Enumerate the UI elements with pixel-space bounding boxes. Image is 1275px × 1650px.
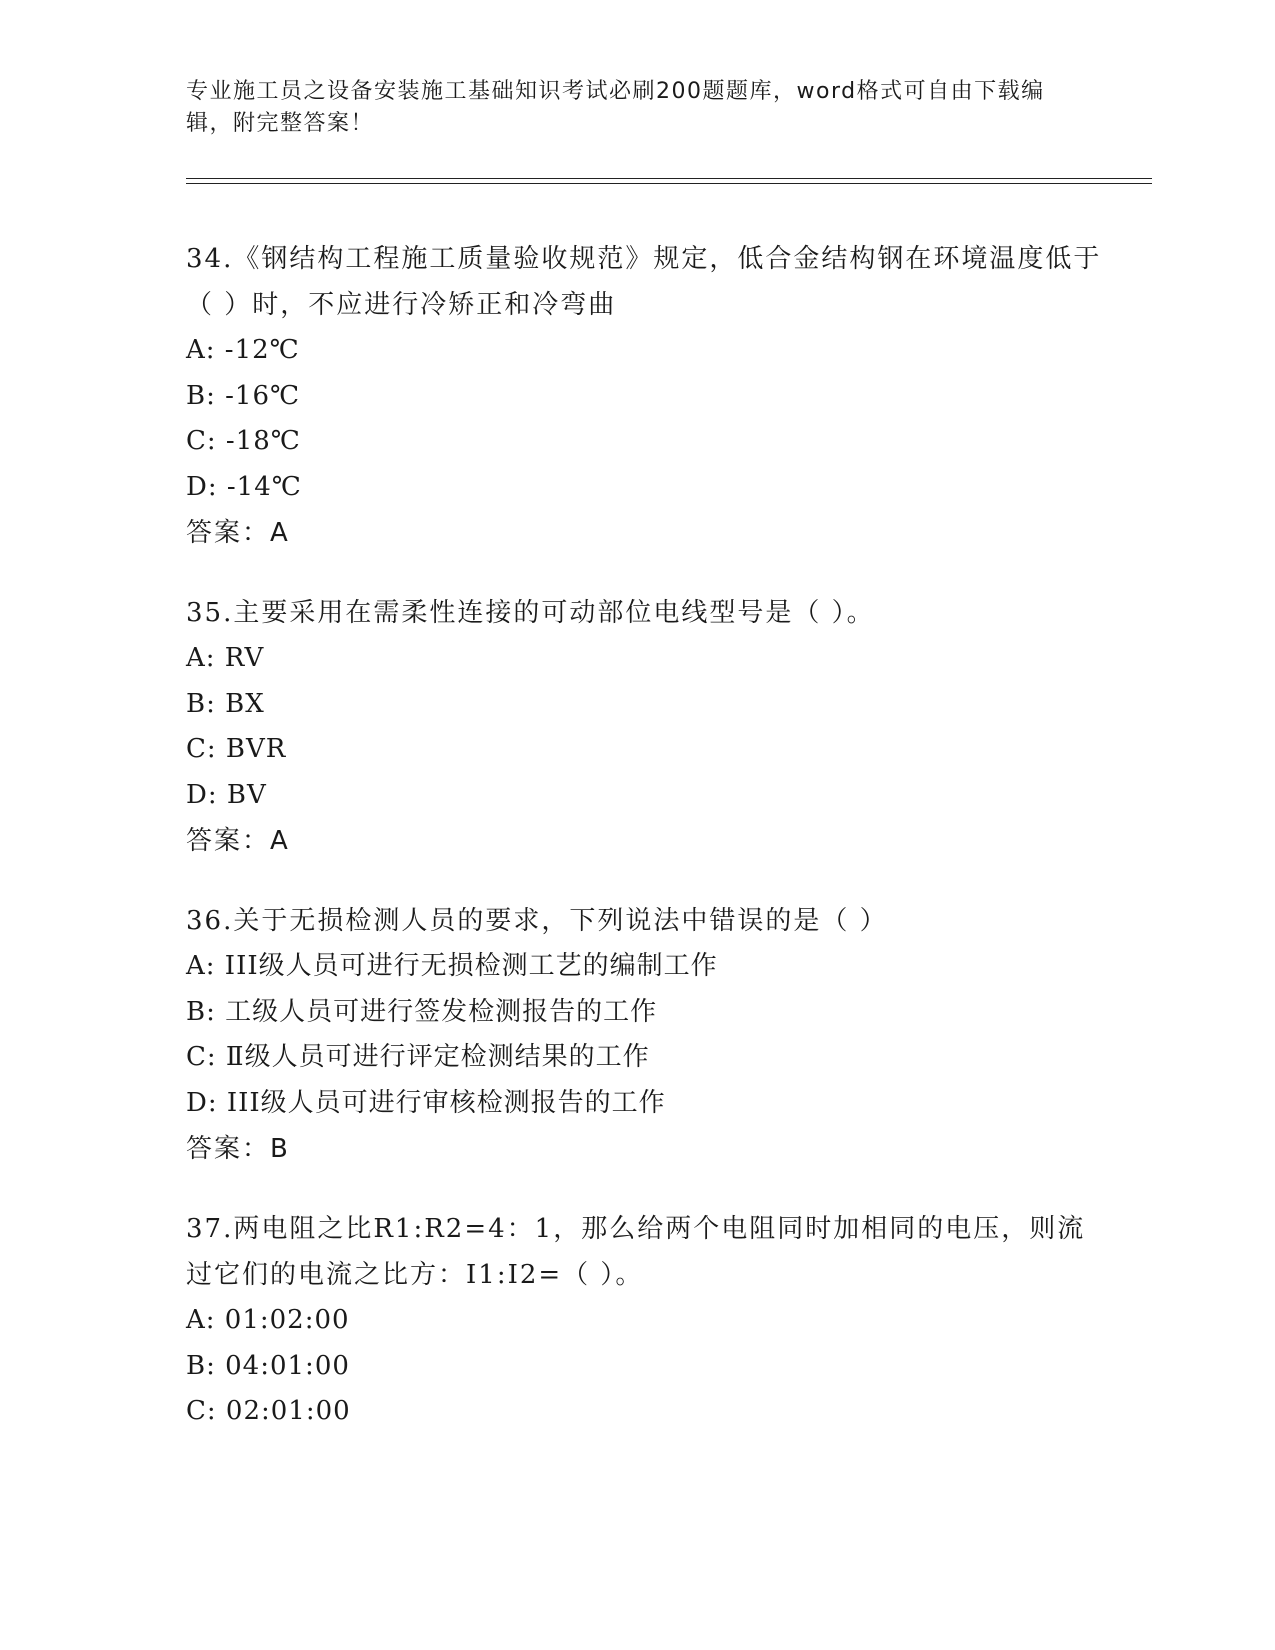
question-list bbox=[186, 236, 1106, 1469]
answer-line: 答案：A bbox=[186, 518, 290, 548]
answer-line: 答案：B bbox=[186, 1134, 290, 1164]
question-stem: 35.主要采用在需柔性连接的可动部位电线型号是（ ）。 bbox=[186, 598, 875, 628]
option-a: A: 01:02:00 bbox=[186, 1305, 350, 1335]
option-c: C: -18℃ bbox=[186, 426, 301, 456]
option-c: C: 02:01:00 bbox=[186, 1396, 351, 1426]
question-36 bbox=[186, 898, 1106, 1172]
header-divider-top bbox=[186, 178, 1152, 179]
question-stem: 34.《钢结构工程施工质量验收规范》规定，低合金结构钢在环境温度低于（ ）时，不应进行冷矫正和冷弯曲 bbox=[186, 244, 1102, 320]
option-d: D: -14℃ bbox=[186, 471, 302, 502]
option-a: A: -12℃ bbox=[186, 335, 300, 365]
question-35 bbox=[186, 590, 1106, 864]
option-a: A: RV bbox=[186, 643, 265, 673]
option-b: B: BX bbox=[186, 688, 265, 719]
question-stem: 36.关于无损检测人员的要求，下列说法中错误的是（ ） bbox=[186, 906, 888, 936]
document-header-title: 专业施工员之设备安装施工基础知识考试必刷200题题库，word格式可自由下载编辑，附完整答案！ bbox=[186, 79, 1045, 136]
option-c: C: BVR bbox=[186, 734, 287, 764]
option-b: B: 工级人员可进行签发检测报告的工作 bbox=[186, 996, 658, 1027]
question-stem: 37.两电阻之比R1:R2=4：1，那么给两个电阻同时加相同的电压，则流过它们的电流之比方：I1:I2=（ ）。 bbox=[186, 1214, 1086, 1290]
option-b: B: -16℃ bbox=[186, 380, 301, 411]
question-34 bbox=[186, 236, 1106, 556]
answer-line: 答案：A bbox=[186, 826, 290, 856]
option-c: C: Ⅱ级人员可进行评定检测结果的工作 bbox=[186, 1042, 650, 1072]
option-b: B: 04:01:00 bbox=[186, 1350, 350, 1381]
question-37 bbox=[186, 1206, 1106, 1435]
option-d: D: III级人员可进行审核检测报告的工作 bbox=[186, 1087, 666, 1118]
option-a: A: III级人员可进行无损检测工艺的编制工作 bbox=[186, 951, 718, 981]
option-d: D: BV bbox=[186, 779, 267, 810]
header-divider-bottom bbox=[186, 183, 1152, 184]
